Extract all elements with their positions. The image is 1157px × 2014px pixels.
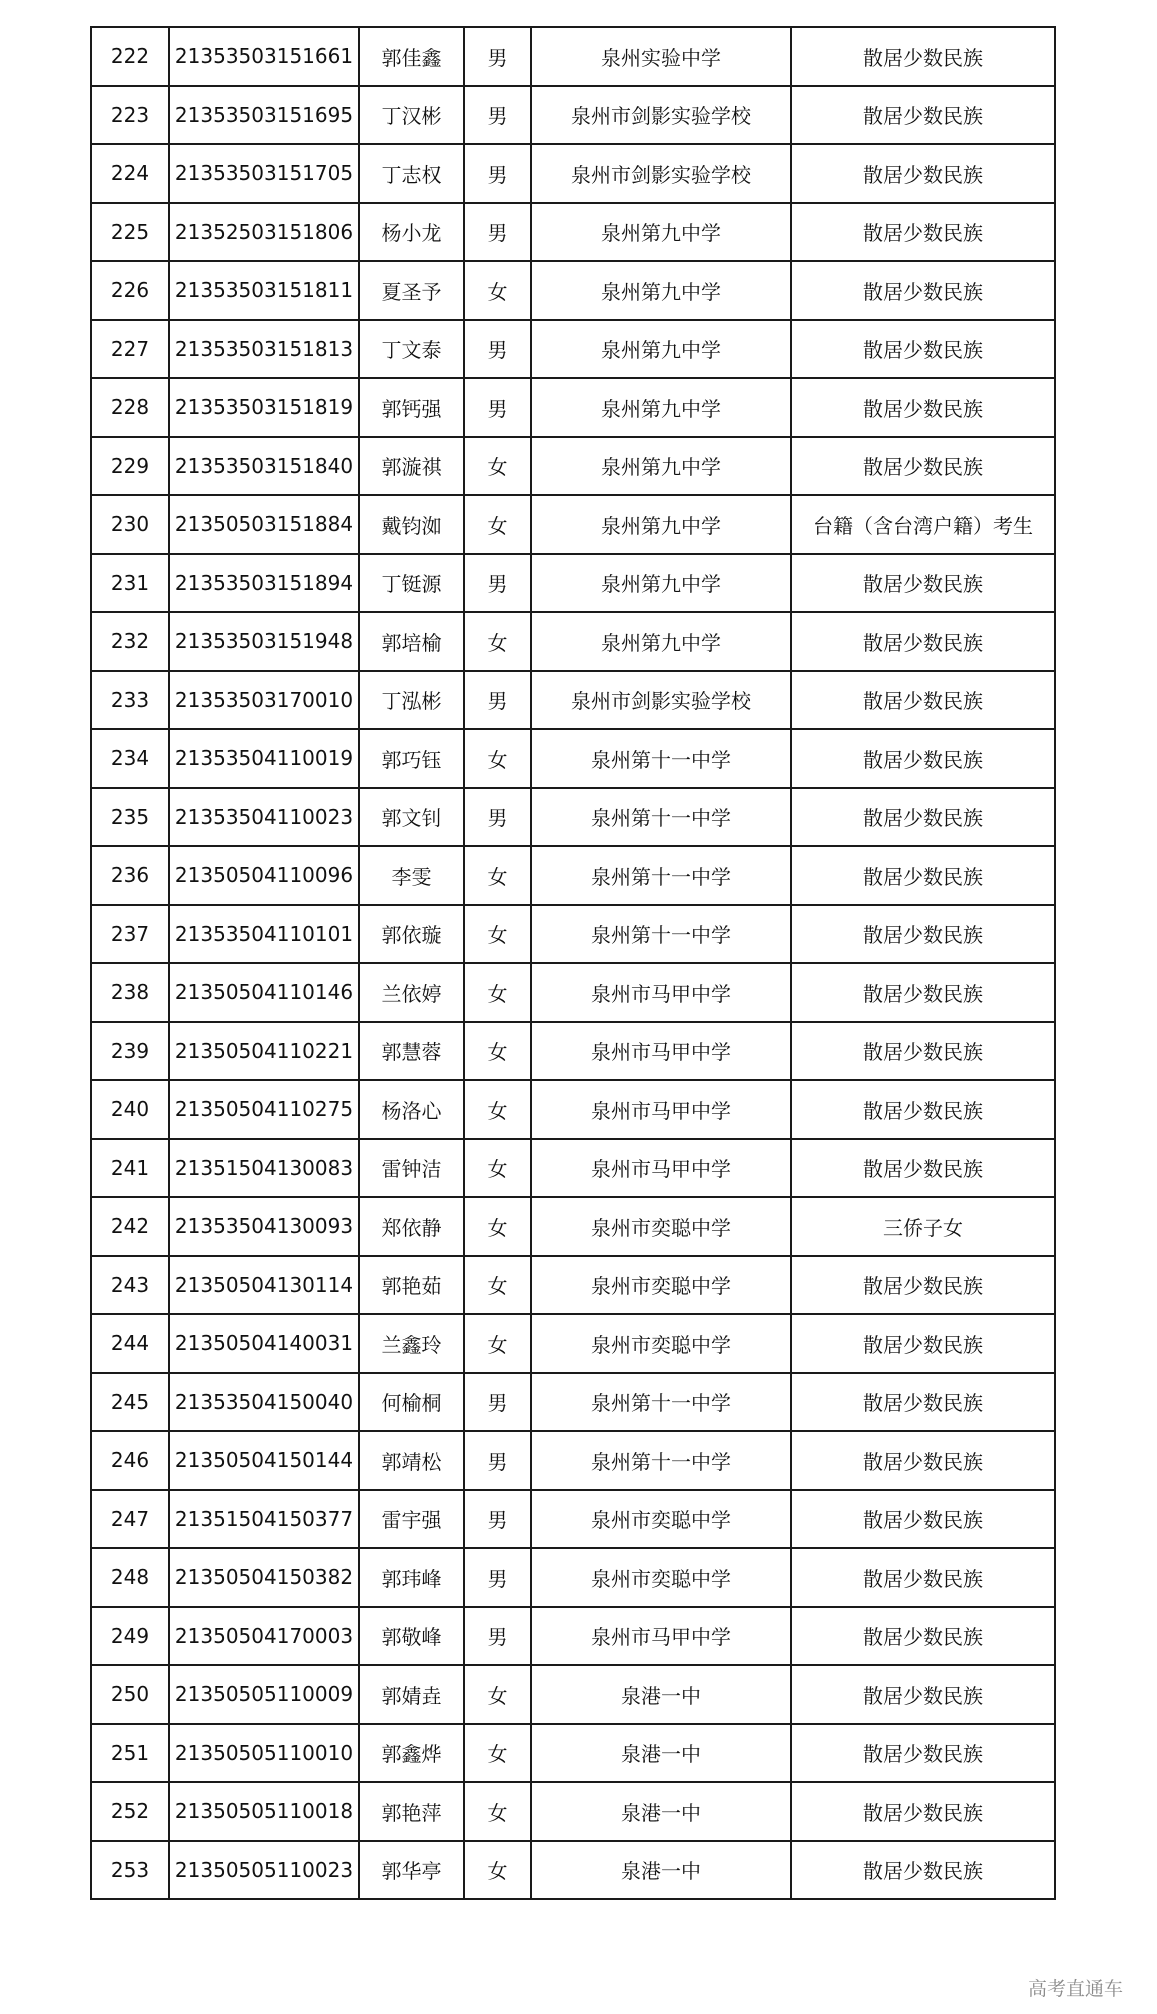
cell-school: 泉港一中 bbox=[531, 1724, 791, 1783]
cell-exam-id: 21353504110019 bbox=[169, 729, 359, 788]
cell-row-number: 233 bbox=[91, 671, 169, 730]
cell-gender: 女 bbox=[464, 1782, 531, 1841]
cell-category: 散居少数民族 bbox=[791, 1490, 1055, 1549]
cell-gender: 男 bbox=[464, 554, 531, 613]
table-row bbox=[91, 378, 1055, 437]
cell-exam-id: 21353504110101 bbox=[169, 905, 359, 964]
cell-student-name: 郭慧蓉 bbox=[359, 1022, 464, 1081]
cell-row-number: 238 bbox=[91, 963, 169, 1022]
cell-category: 散居少数民族 bbox=[791, 261, 1055, 320]
cell-gender: 女 bbox=[464, 437, 531, 496]
cell-school: 泉州市剑影实验学校 bbox=[531, 86, 791, 145]
cell-school: 泉州第九中学 bbox=[531, 203, 791, 262]
cell-school: 泉州市剑影实验学校 bbox=[531, 144, 791, 203]
cell-exam-id: 21353503151705 bbox=[169, 144, 359, 203]
cell-student-name: 郭漩祺 bbox=[359, 437, 464, 496]
cell-row-number: 247 bbox=[91, 1490, 169, 1549]
cell-row-number: 222 bbox=[91, 27, 169, 86]
cell-category: 散居少数民族 bbox=[791, 320, 1055, 379]
cell-student-name: 郭依璇 bbox=[359, 905, 464, 964]
cell-student-name: 丁铤源 bbox=[359, 554, 464, 613]
cell-gender: 男 bbox=[464, 378, 531, 437]
table-row bbox=[91, 554, 1055, 613]
cell-gender: 男 bbox=[464, 1431, 531, 1490]
cell-gender: 女 bbox=[464, 963, 531, 1022]
cell-category: 散居少数民族 bbox=[791, 437, 1055, 496]
table-row bbox=[91, 1607, 1055, 1666]
cell-exam-id: 21353503151813 bbox=[169, 320, 359, 379]
cell-school: 泉州第十一中学 bbox=[531, 1431, 791, 1490]
cell-exam-id: 21350504150382 bbox=[169, 1548, 359, 1607]
cell-student-name: 郭巧钰 bbox=[359, 729, 464, 788]
cell-school: 泉州第九中学 bbox=[531, 378, 791, 437]
cell-exam-id: 21350504150144 bbox=[169, 1431, 359, 1490]
cell-category: 散居少数民族 bbox=[791, 1665, 1055, 1724]
cell-school: 泉州市奕聪中学 bbox=[531, 1256, 791, 1315]
cell-school: 泉州第十一中学 bbox=[531, 729, 791, 788]
cell-gender: 女 bbox=[464, 846, 531, 905]
cell-row-number: 253 bbox=[91, 1841, 169, 1900]
cell-row-number: 230 bbox=[91, 495, 169, 554]
cell-gender: 男 bbox=[464, 788, 531, 847]
cell-student-name: 郭敬峰 bbox=[359, 1607, 464, 1666]
cell-student-name: 兰依婷 bbox=[359, 963, 464, 1022]
cell-exam-id: 21353503151948 bbox=[169, 612, 359, 671]
cell-category: 散居少数民族 bbox=[791, 1256, 1055, 1315]
cell-row-number: 235 bbox=[91, 788, 169, 847]
cell-category: 散居少数民族 bbox=[791, 1314, 1055, 1373]
cell-category: 散居少数民族 bbox=[791, 86, 1055, 145]
cell-row-number: 234 bbox=[91, 729, 169, 788]
roster-table-body bbox=[91, 27, 1055, 1899]
cell-student-name: 何榆桐 bbox=[359, 1373, 464, 1432]
cell-gender: 女 bbox=[464, 1256, 531, 1315]
cell-school: 泉州市马甲中学 bbox=[531, 1022, 791, 1081]
cell-exam-id: 21350505110023 bbox=[169, 1841, 359, 1900]
cell-exam-id: 21350504110096 bbox=[169, 846, 359, 905]
cell-student-name: 杨小龙 bbox=[359, 203, 464, 262]
cell-exam-id: 21350504170003 bbox=[169, 1607, 359, 1666]
cell-student-name: 郑依静 bbox=[359, 1197, 464, 1256]
cell-row-number: 249 bbox=[91, 1607, 169, 1666]
cell-category: 散居少数民族 bbox=[791, 671, 1055, 730]
cell-exam-id: 21352503151806 bbox=[169, 203, 359, 262]
table-row bbox=[91, 261, 1055, 320]
cell-category: 散居少数民族 bbox=[791, 1724, 1055, 1783]
cell-row-number: 248 bbox=[91, 1548, 169, 1607]
table-row bbox=[91, 612, 1055, 671]
cell-school: 泉州市马甲中学 bbox=[531, 1080, 791, 1139]
cell-category: 散居少数民族 bbox=[791, 1607, 1055, 1666]
cell-gender: 女 bbox=[464, 1139, 531, 1198]
cell-school: 泉州市马甲中学 bbox=[531, 1607, 791, 1666]
cell-student-name: 雷宇强 bbox=[359, 1490, 464, 1549]
cell-student-name: 郭培榆 bbox=[359, 612, 464, 671]
cell-student-name: 夏圣予 bbox=[359, 261, 464, 320]
cell-category: 散居少数民族 bbox=[791, 963, 1055, 1022]
table-row bbox=[91, 1139, 1055, 1198]
cell-exam-id: 21353504110023 bbox=[169, 788, 359, 847]
cell-gender: 女 bbox=[464, 729, 531, 788]
cell-school: 泉州实验中学 bbox=[531, 27, 791, 86]
cell-school: 泉州第九中学 bbox=[531, 261, 791, 320]
cell-row-number: 227 bbox=[91, 320, 169, 379]
cell-student-name: 兰鑫玲 bbox=[359, 1314, 464, 1373]
table-row bbox=[91, 729, 1055, 788]
cell-school: 泉州第九中学 bbox=[531, 554, 791, 613]
cell-gender: 女 bbox=[464, 1197, 531, 1256]
cell-category: 散居少数民族 bbox=[791, 144, 1055, 203]
cell-student-name: 郭佳鑫 bbox=[359, 27, 464, 86]
cell-gender: 女 bbox=[464, 1665, 531, 1724]
cell-exam-id: 21353504150040 bbox=[169, 1373, 359, 1432]
cell-school: 泉州市马甲中学 bbox=[531, 963, 791, 1022]
cell-gender: 男 bbox=[464, 1548, 531, 1607]
cell-student-name: 李雯 bbox=[359, 846, 464, 905]
cell-exam-id: 21353503151819 bbox=[169, 378, 359, 437]
cell-student-name: 丁汉彬 bbox=[359, 86, 464, 145]
watermark-text: 高考直通车 bbox=[1027, 1978, 1123, 2000]
table-row bbox=[91, 1022, 1055, 1081]
cell-school: 泉州第十一中学 bbox=[531, 846, 791, 905]
cell-gender: 女 bbox=[464, 612, 531, 671]
cell-row-number: 250 bbox=[91, 1665, 169, 1724]
cell-exam-id: 21353504130093 bbox=[169, 1197, 359, 1256]
cell-student-name: 戴钧洳 bbox=[359, 495, 464, 554]
cell-category: 散居少数民族 bbox=[791, 1022, 1055, 1081]
cell-student-name: 郭文钊 bbox=[359, 788, 464, 847]
cell-school: 泉州第十一中学 bbox=[531, 905, 791, 964]
cell-student-name: 丁泓彬 bbox=[359, 671, 464, 730]
cell-row-number: 243 bbox=[91, 1256, 169, 1315]
cell-category: 散居少数民族 bbox=[791, 1373, 1055, 1432]
cell-row-number: 229 bbox=[91, 437, 169, 496]
table-row bbox=[91, 1490, 1055, 1549]
cell-school: 泉港一中 bbox=[531, 1841, 791, 1900]
cell-gender: 男 bbox=[464, 671, 531, 730]
cell-school: 泉港一中 bbox=[531, 1665, 791, 1724]
table-row bbox=[91, 1548, 1055, 1607]
table-row bbox=[91, 86, 1055, 145]
cell-exam-id: 21350504140031 bbox=[169, 1314, 359, 1373]
cell-row-number: 240 bbox=[91, 1080, 169, 1139]
cell-school: 泉州第九中学 bbox=[531, 495, 791, 554]
cell-exam-id: 21353503151894 bbox=[169, 554, 359, 613]
cell-exam-id: 21351504130083 bbox=[169, 1139, 359, 1198]
cell-gender: 女 bbox=[464, 1841, 531, 1900]
cell-exam-id: 21350504130114 bbox=[169, 1256, 359, 1315]
cell-exam-id: 21350505110018 bbox=[169, 1782, 359, 1841]
cell-exam-id: 21350504110221 bbox=[169, 1022, 359, 1081]
cell-row-number: 236 bbox=[91, 846, 169, 905]
cell-row-number: 225 bbox=[91, 203, 169, 262]
cell-row-number: 232 bbox=[91, 612, 169, 671]
table-row bbox=[91, 1197, 1055, 1256]
cell-row-number: 242 bbox=[91, 1197, 169, 1256]
cell-row-number: 241 bbox=[91, 1139, 169, 1198]
cell-exam-id: 21350504110275 bbox=[169, 1080, 359, 1139]
cell-exam-id: 21350505110010 bbox=[169, 1724, 359, 1783]
cell-category: 散居少数民族 bbox=[791, 905, 1055, 964]
table-row bbox=[91, 27, 1055, 86]
cell-category: 散居少数民族 bbox=[791, 1841, 1055, 1900]
cell-student-name: 郭婧垚 bbox=[359, 1665, 464, 1724]
table-row bbox=[91, 203, 1055, 262]
cell-category: 散居少数民族 bbox=[791, 729, 1055, 788]
cell-gender: 女 bbox=[464, 261, 531, 320]
cell-school: 泉州第九中学 bbox=[531, 437, 791, 496]
table-row bbox=[91, 1665, 1055, 1724]
cell-exam-id: 21353503151695 bbox=[169, 86, 359, 145]
cell-student-name: 郭玮峰 bbox=[359, 1548, 464, 1607]
cell-exam-id: 21350504110146 bbox=[169, 963, 359, 1022]
cell-gender: 女 bbox=[464, 1080, 531, 1139]
cell-school: 泉州市奕聪中学 bbox=[531, 1197, 791, 1256]
cell-student-name: 丁文泰 bbox=[359, 320, 464, 379]
cell-student-name: 雷钟洁 bbox=[359, 1139, 464, 1198]
cell-gender: 男 bbox=[464, 320, 531, 379]
cell-exam-id: 21353503151840 bbox=[169, 437, 359, 496]
cell-student-name: 丁志权 bbox=[359, 144, 464, 203]
cell-school: 泉州第九中学 bbox=[531, 612, 791, 671]
cell-gender: 男 bbox=[464, 86, 531, 145]
cell-category: 散居少数民族 bbox=[791, 203, 1055, 262]
cell-school: 泉州第九中学 bbox=[531, 320, 791, 379]
cell-row-number: 226 bbox=[91, 261, 169, 320]
cell-school: 泉州市马甲中学 bbox=[531, 1139, 791, 1198]
cell-row-number: 244 bbox=[91, 1314, 169, 1373]
cell-category: 台籍（含台湾户籍）考生 bbox=[791, 495, 1055, 554]
table-row bbox=[91, 1080, 1055, 1139]
cell-category: 散居少数民族 bbox=[791, 1548, 1055, 1607]
cell-row-number: 237 bbox=[91, 905, 169, 964]
cell-school: 泉州市奕聪中学 bbox=[531, 1490, 791, 1549]
cell-gender: 女 bbox=[464, 905, 531, 964]
cell-student-name: 郭艳萍 bbox=[359, 1782, 464, 1841]
table-row bbox=[91, 495, 1055, 554]
cell-exam-id: 21353503151811 bbox=[169, 261, 359, 320]
table-row bbox=[91, 788, 1055, 847]
cell-category: 散居少数民族 bbox=[791, 378, 1055, 437]
cell-gender: 男 bbox=[464, 1373, 531, 1432]
cell-student-name: 郭钙强 bbox=[359, 378, 464, 437]
roster-table-container bbox=[90, 26, 1054, 1900]
cell-row-number: 231 bbox=[91, 554, 169, 613]
cell-school: 泉州第十一中学 bbox=[531, 1373, 791, 1432]
cell-gender: 男 bbox=[464, 1490, 531, 1549]
cell-exam-id: 21350503151884 bbox=[169, 495, 359, 554]
cell-gender: 男 bbox=[464, 1607, 531, 1666]
cell-row-number: 245 bbox=[91, 1373, 169, 1432]
table-row bbox=[91, 846, 1055, 905]
table-row bbox=[91, 671, 1055, 730]
cell-gender: 男 bbox=[464, 203, 531, 262]
cell-row-number: 246 bbox=[91, 1431, 169, 1490]
cell-category: 散居少数民族 bbox=[791, 1080, 1055, 1139]
cell-school: 泉州市奕聪中学 bbox=[531, 1314, 791, 1373]
cell-category: 散居少数民族 bbox=[791, 1431, 1055, 1490]
cell-category: 散居少数民族 bbox=[791, 1139, 1055, 1198]
cell-category: 散居少数民族 bbox=[791, 1782, 1055, 1841]
cell-exam-id: 21350505110009 bbox=[169, 1665, 359, 1724]
table-row bbox=[91, 1782, 1055, 1841]
cell-exam-id: 21353503151661 bbox=[169, 27, 359, 86]
table-row bbox=[91, 905, 1055, 964]
cell-row-number: 223 bbox=[91, 86, 169, 145]
cell-exam-id: 21351504150377 bbox=[169, 1490, 359, 1549]
roster-table bbox=[90, 26, 1056, 1900]
table-row bbox=[91, 1256, 1055, 1315]
table-row bbox=[91, 320, 1055, 379]
cell-school: 泉州市剑影实验学校 bbox=[531, 671, 791, 730]
cell-student-name: 郭靖松 bbox=[359, 1431, 464, 1490]
cell-category: 散居少数民族 bbox=[791, 846, 1055, 905]
cell-student-name: 郭艳茹 bbox=[359, 1256, 464, 1315]
cell-row-number: 252 bbox=[91, 1782, 169, 1841]
cell-school: 泉港一中 bbox=[531, 1782, 791, 1841]
cell-gender: 女 bbox=[464, 1724, 531, 1783]
cell-student-name: 郭鑫烨 bbox=[359, 1724, 464, 1783]
table-row bbox=[91, 1841, 1055, 1900]
table-row bbox=[91, 144, 1055, 203]
table-row bbox=[91, 1373, 1055, 1432]
cell-gender: 男 bbox=[464, 144, 531, 203]
cell-student-name: 杨洛心 bbox=[359, 1080, 464, 1139]
table-row bbox=[91, 437, 1055, 496]
cell-exam-id: 21353503170010 bbox=[169, 671, 359, 730]
cell-student-name: 郭华亭 bbox=[359, 1841, 464, 1900]
table-row bbox=[91, 963, 1055, 1022]
cell-category: 散居少数民族 bbox=[791, 27, 1055, 86]
cell-gender: 女 bbox=[464, 1314, 531, 1373]
cell-category: 散居少数民族 bbox=[791, 788, 1055, 847]
cell-category: 散居少数民族 bbox=[791, 554, 1055, 613]
table-row bbox=[91, 1431, 1055, 1490]
cell-row-number: 239 bbox=[91, 1022, 169, 1081]
cell-gender: 女 bbox=[464, 495, 531, 554]
cell-gender: 女 bbox=[464, 1022, 531, 1081]
table-row bbox=[91, 1724, 1055, 1783]
cell-category: 三侨子女 bbox=[791, 1197, 1055, 1256]
table-row bbox=[91, 1314, 1055, 1373]
cell-row-number: 251 bbox=[91, 1724, 169, 1783]
cell-gender: 男 bbox=[464, 27, 531, 86]
cell-row-number: 224 bbox=[91, 144, 169, 203]
cell-school: 泉州市奕聪中学 bbox=[531, 1548, 791, 1607]
cell-row-number: 228 bbox=[91, 378, 169, 437]
cell-school: 泉州第十一中学 bbox=[531, 788, 791, 847]
cell-category: 散居少数民族 bbox=[791, 612, 1055, 671]
